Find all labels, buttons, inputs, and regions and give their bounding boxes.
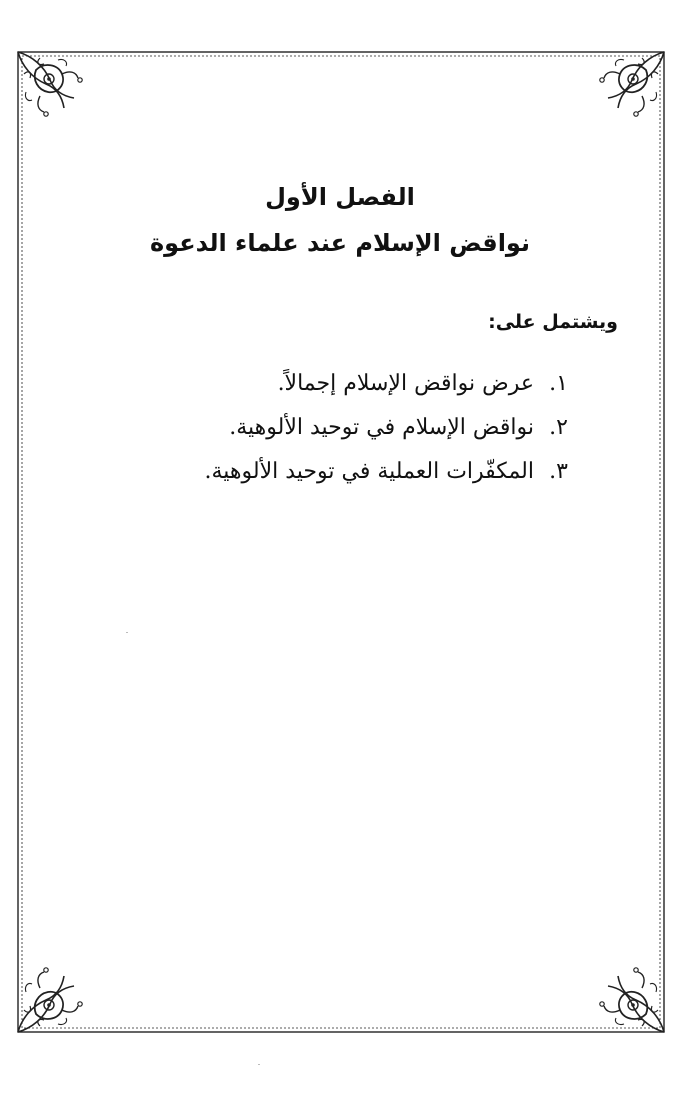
chapter-title: الفصل الأول: [265, 183, 415, 211]
list-item: [205, 408, 569, 452]
corner-ornament-top-right-icon: [600, 52, 664, 116]
list-item-number: ٢.: [549, 415, 568, 440]
list-item: [205, 452, 569, 496]
chapter-subtitle: نواقض الإسلام عند علماء الدعوة: [149, 229, 530, 257]
contains-label: ويشتمل على:: [488, 311, 618, 333]
scan-speck: [126, 632, 128, 633]
list-item-text: المكفّرات العملية في توحيد الألوهية.: [204, 459, 534, 484]
scan-speck: [258, 1064, 260, 1065]
list-item: [205, 364, 569, 408]
list-item-number: ١.: [549, 371, 568, 396]
topics-list: [205, 364, 569, 496]
corner-ornament-top-left-icon: [18, 52, 82, 116]
list-item-text: عرض نواقض الإسلام إجمالاً.: [277, 371, 534, 396]
list-item-text: نواقض الإسلام في توحيد الألوهية.: [229, 415, 534, 440]
list-item-number: ٣.: [549, 459, 568, 484]
corner-ornament-bottom-left-icon: [18, 968, 82, 1032]
corner-ornament-bottom-right-icon: [600, 968, 664, 1032]
